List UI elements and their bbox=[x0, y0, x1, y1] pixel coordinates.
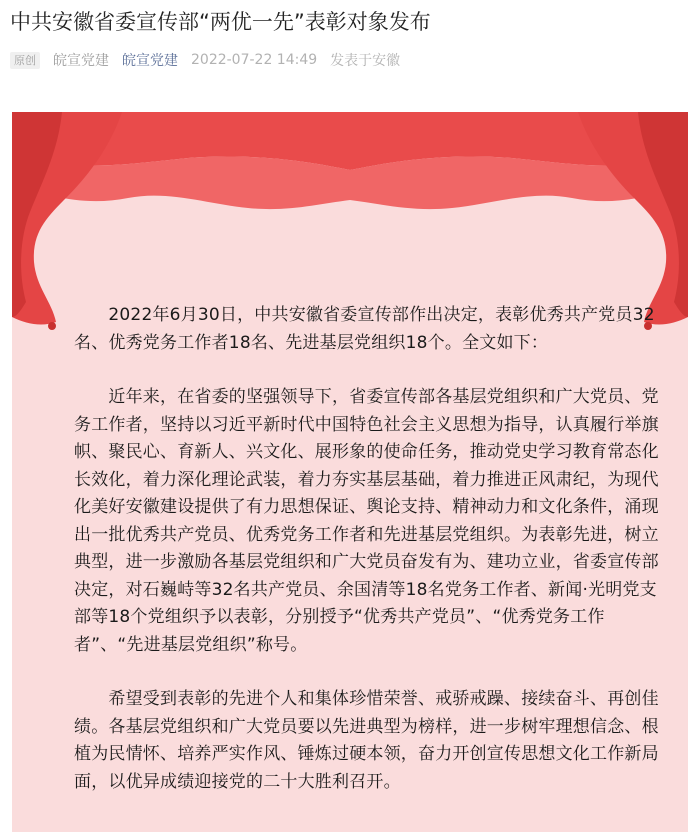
article-poster bbox=[12, 112, 688, 832]
paragraph-intro: 2022年6月30日，中共安徽省委宣传部作出决定，表彰优秀共产党员32名、优秀党务工作者18名、先进基层党组织18个。全文如下： bbox=[74, 305, 655, 353]
account-link[interactable]: 皖宣党建 bbox=[122, 53, 178, 69]
article-meta bbox=[10, 50, 400, 70]
original-badge: 原创 bbox=[10, 52, 40, 69]
paragraph-closing: 希望受到表彰的先进个人和集体珍惜荣誉、戒骄戒躁、接续奋斗、再创佳绩。各基层党组织和广大党员要以先进典型为榜样，进一步树牢理想信念、根植为民情怀、培养严实作风、锤炼过硬本领，奋力开创宣传思想文化工作新局面，以优异成绩迎接党的二十大胜利召开。 bbox=[74, 689, 659, 792]
article-title: 中共安徽省委宣传部“两优一先”表彰对象发布 bbox=[10, 10, 431, 34]
publish-date: 2022-07-22 14:49 bbox=[191, 52, 318, 68]
author-name: 皖宣党建 bbox=[53, 53, 109, 69]
publish-location: 发表于安徽 bbox=[330, 53, 401, 69]
paragraph-main: 近年来，在省委的坚强领导下，省委宣传部各基层党组织和广大党员、党务工作者，坚持以习近平新时代中国特色社会主义思想为指导，认真履行举旗帜、聚民心、育新人、兴文化、展形象的使命任务，推动党史学习教育常态化长效化，着力深化理论武装，着力夯实基层基础，着力推进正风肃纪，为现代化美好安徽建设提供了有力思想保证、舆论支持、精神动力和文化条件，涌现出一批优秀共产党员、优秀党务工作者和先进基层党组织。为表彰先进，树立典型，进一步激励各基层党组织和广大党员奋发有为、建功立业，省委宣传部决定，对石巍峙等32名共产党员、余国清等18名党务工作者、新闻·光明党支部等18个党组织予以表彰，分别授予“优秀共产党员”、“优秀党务工作者”、“先进基层党组织”称号。 bbox=[74, 387, 659, 655]
article-body bbox=[74, 302, 674, 823]
